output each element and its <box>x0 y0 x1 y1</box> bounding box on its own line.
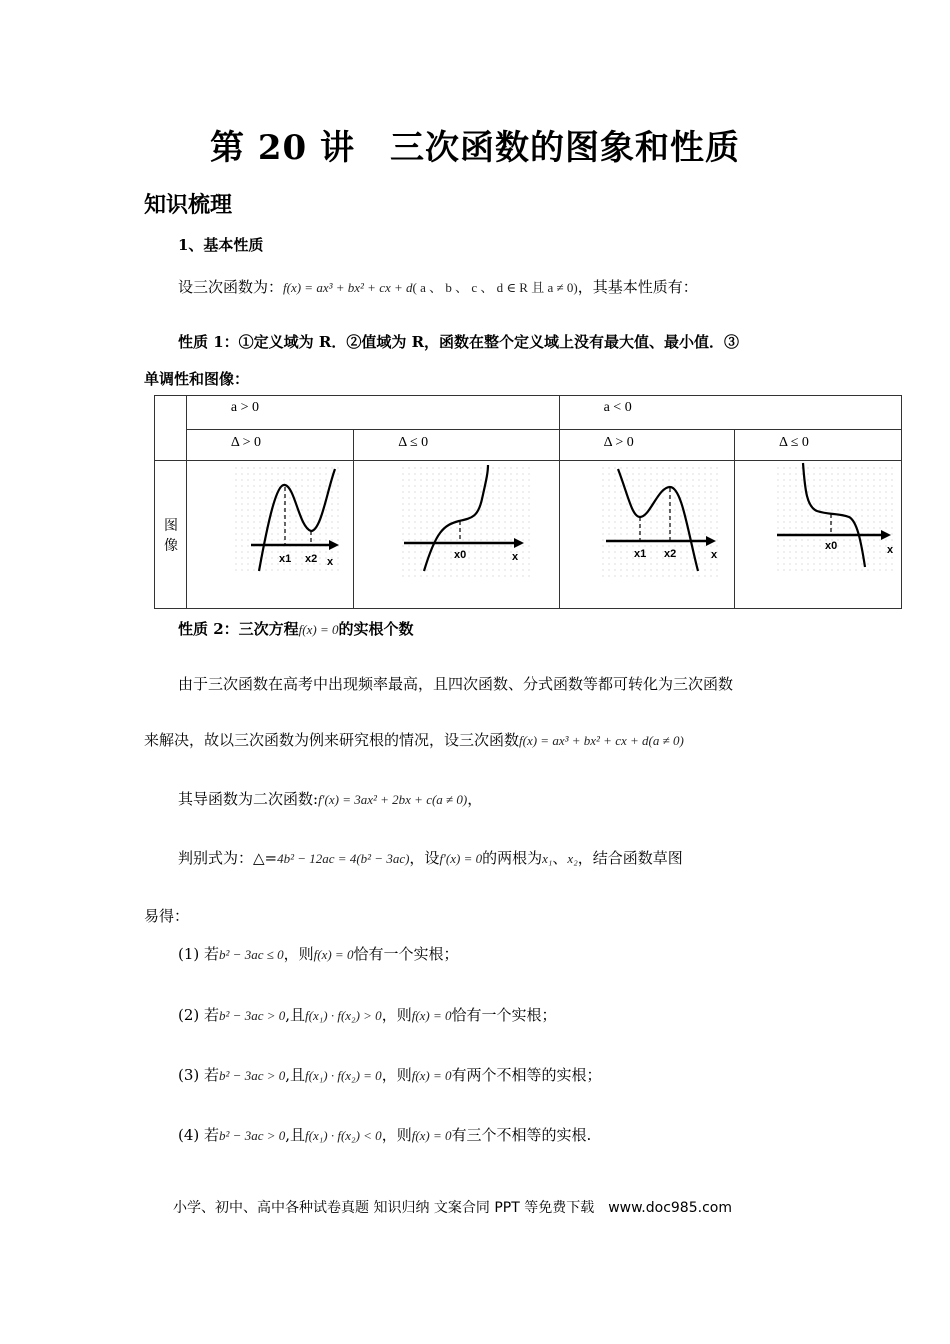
property1-line1: 性质 1：①定义域为 R．②值域为 R，函数在整个定义域上没有最大值、最小值．③ <box>178 333 740 351</box>
case-cond: b² − 3ac > 0 <box>219 1008 286 1023</box>
paragraph-3 <box>178 788 482 809</box>
case-and: ,且 <box>285 1066 306 1084</box>
header-delta-pos-2: Δ > 0 <box>559 430 734 461</box>
label-x: x <box>887 544 894 556</box>
label-x: x <box>710 549 717 561</box>
para4-mid: ，设 <box>409 849 440 867</box>
graph-cell-2 <box>354 461 559 609</box>
case-product: f(x₁) · f(x₂) < 0 <box>305 1128 382 1143</box>
label-x: x <box>512 551 519 563</box>
table-corner <box>155 396 187 461</box>
graph-apos-dpos <box>187 461 344 604</box>
para4-mid2: 的两根为 <box>482 849 543 867</box>
case-mid: ，则 <box>381 1066 412 1084</box>
case-product: f(x₁) · f(x₂) > 0 <box>305 1008 382 1023</box>
case-mid: ，则 <box>283 945 314 963</box>
header-delta-le-1: Δ ≤ 0 <box>354 430 559 461</box>
intro-condition: ( a 、 b 、 c 、 d ∈ R 且 a ≠ 0) <box>412 280 578 295</box>
case-4 <box>178 1124 591 1145</box>
para4-formula: 4b² − 12ac = 4(b² − 3ac) <box>277 851 410 866</box>
property1-line2: 单调性和图像： <box>144 370 250 388</box>
footer-text: 小学、初中、高中各种试卷真题 知识归纳 文案合同 PPT 等免费下载 www.doc985.com <box>173 1200 732 1216</box>
case-eq: f(x) = 0 <box>411 1008 452 1023</box>
graph-cell-3 <box>559 461 734 609</box>
page-title: 第 20 讲 三次函数的图象和性质 <box>210 128 740 168</box>
intro-suffix: ，其基本性质有： <box>577 278 698 296</box>
case-label: (4) 若 <box>178 1126 220 1144</box>
header-delta-le-2: Δ ≤ 0 <box>735 430 902 461</box>
case-eq: f(x) = 0 <box>411 1128 452 1143</box>
case-label: (2) 若 <box>178 1006 220 1024</box>
case-cond: b² − 3ac > 0 <box>219 1068 286 1083</box>
case-label: (1) 若 <box>178 945 220 963</box>
graph-aneg-dpos <box>560 461 725 604</box>
property2-formula: f(x) = 0 <box>298 622 339 637</box>
grid-bg <box>600 463 722 577</box>
case-eq: f(x) = 0 <box>411 1068 452 1083</box>
case-mid: ，则 <box>381 1006 412 1024</box>
row-label-graph: 图像 <box>155 461 187 609</box>
para4-x2: x₂ <box>567 851 578 866</box>
grid-bg <box>775 463 897 571</box>
graph-aneg-dle <box>735 461 901 604</box>
para4-suffix: ，结合函数草图 <box>577 849 683 867</box>
para3-formula: f′(x) = 3ax² + 2bx + c(a ≠ 0) <box>318 792 468 807</box>
graph-apos-dle <box>354 461 549 604</box>
case-label: (3) 若 <box>178 1066 220 1084</box>
paragraph-4 <box>178 847 683 868</box>
label-x0: x0 <box>825 540 838 552</box>
para4-text: 判别式为：△= <box>178 849 278 867</box>
para4-formula2: f′(x) = 0 <box>439 851 483 866</box>
intro-formula: f(x) = ax³ + bx² + cx + d <box>283 280 413 295</box>
case-2 <box>178 1004 557 1025</box>
property-table <box>154 395 902 609</box>
header-delta-pos-1: Δ > 0 <box>186 430 353 461</box>
para3-text: 其导函数为二次函数: <box>178 790 319 808</box>
property2-line <box>178 618 414 639</box>
label-x1: x1 <box>278 553 292 565</box>
label-x2: x2 <box>663 548 676 560</box>
case-1 <box>178 943 458 964</box>
section-heading: 知识梳理 <box>144 192 233 218</box>
case-end: 恰有一个实根； <box>353 945 459 963</box>
property2-prefix: 性质 2：三次方程 <box>178 620 299 638</box>
case-cond: b² − 3ac > 0 <box>219 1128 286 1143</box>
case-eq: f(x) = 0 <box>313 947 354 962</box>
subsection-heading: 1、基本性质 <box>178 236 264 254</box>
case-cond: b² − 3ac ≤ 0 <box>219 947 284 962</box>
case-product: f(x₁) · f(x₂) = 0 <box>305 1068 382 1083</box>
case-end: 有两个不相等的实根； <box>451 1066 602 1084</box>
para4-x1: x₁ <box>542 851 553 866</box>
para2-formula: f(x) = ax³ + bx² + cx + d(a ≠ 0) <box>519 733 684 748</box>
para4-sep: 、 <box>552 849 568 867</box>
label-x2: x2 <box>304 553 318 565</box>
case-end: 恰有一个实根； <box>451 1006 557 1024</box>
graph-cell-4 <box>735 461 902 609</box>
case-and: ,且 <box>285 1006 306 1024</box>
label-x0: x0 <box>454 549 467 561</box>
case-and: ,且 <box>285 1126 306 1144</box>
intro-line <box>178 276 698 297</box>
intro-prefix: 设三次函数为： <box>178 278 284 296</box>
label-x1: x1 <box>633 548 646 560</box>
header-a-negative: a < 0 <box>559 396 901 430</box>
para2-text: 来解决，故以三次函数为例来研究根的情况，设三次函数 <box>144 731 520 749</box>
label-x: x <box>326 556 333 568</box>
case-3 <box>178 1064 602 1085</box>
para3-suffix: ， <box>467 790 483 808</box>
case-end: 有三个不相等的实根. <box>451 1126 592 1144</box>
case-mid: ，则 <box>381 1126 412 1144</box>
property2-suffix: 的实根个数 <box>338 620 414 638</box>
paragraph-1: 由于三次函数在高考中出现频率最高，且四次函数、分式函数等都可转化为三次函数 <box>178 675 734 693</box>
paragraph-2 <box>144 729 684 750</box>
paragraph-5: 易得： <box>144 907 190 925</box>
header-a-positive: a > 0 <box>186 396 559 430</box>
graph-cell-1 <box>186 461 353 609</box>
